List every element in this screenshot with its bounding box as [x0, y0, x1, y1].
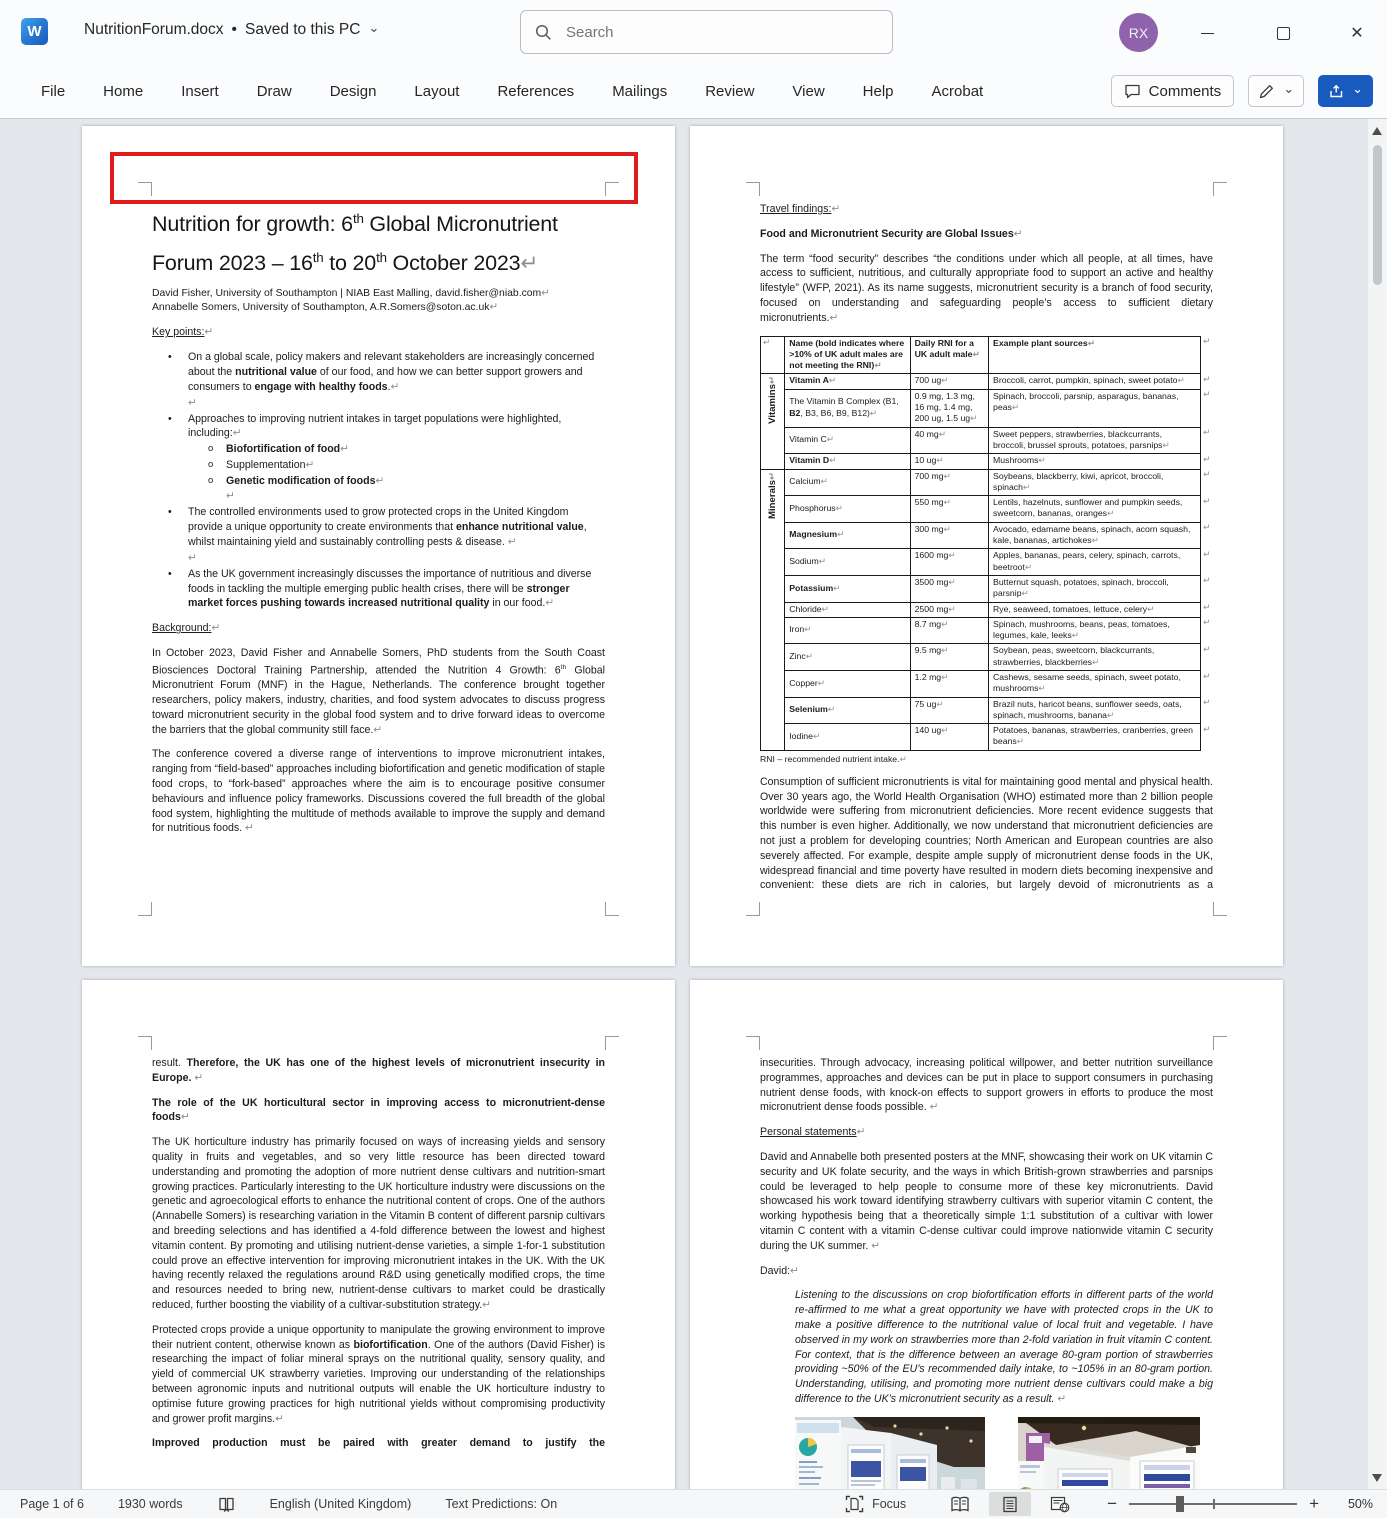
scroll-down-arrow[interactable] [1372, 1474, 1382, 1482]
scrollbar-thumb[interactable] [1373, 145, 1382, 285]
zoom-slider[interactable] [1129, 1496, 1297, 1512]
section-heading: The role of the UK horticultural sector in improving access to micronutrient-dense foods↵ [152, 1096, 605, 1124]
sub-list-item: o Genetic modification of foods↵ [208, 474, 385, 487]
table-row: Chloride↵ 2500 mg↵ Rye, seaweed, tomatoes, lettuce, celery↵ ↵ [761, 602, 1213, 617]
search-icon [535, 24, 552, 41]
text-predictions-indicator[interactable]: Text Predictions: On [445, 1497, 558, 1511]
document-title: Nutrition for growth: 6th Global Micronutrient Forum 2023 – 16th to 20th October 2023↵ [152, 211, 558, 276]
focus-mode-button[interactable]: Focus [832, 1492, 919, 1516]
margin-crop-mark [746, 902, 760, 916]
paragraph: David and Annabelle both presented posters at the MNF, showcasing their work on UK vitamin C security and UK folate security, and the ways in which British-grown strawberries and parsnips could be leveraged to help people to consume more of these key micronutrients. David showcased his work toward identifying strawberry cultivars with superior vitamin C content, the working hypothesis being that a theoretically simple 1:1 substitution of a cultivar with lower vitamin C content with a vitamin C-dense cultivar could improve nationwide vitamin C security during the UK summer. ↵ [760, 1150, 1213, 1252]
nutrient-table: ↵ Name (bold indicates where >10% of UK adult males are not meeting the RNI)↵ Daily RNI for a UK adult male↵ Example plant sources↵ ↵ Vitamins↵ Vitamin A↵ 700 ug↵ Broccoli, carrot, pumpkin, spinach, sweet potato↵ ↵ The Vitamin B Complex (B1, B2, B3, B6, B9, B12)↵ 0.9 mg, 1.3 mg, 16 mg, 1.4 mg, 200 ug, 1.5 ug↵ Spinach, broccoli, parsnip, asparagus, bananas, peas↵ ↵ Vitamin C↵ 40 mg↵ Sweet peppers, strawberries, blackcurrants, broccoli, brussel sprouts, potatoes, parsnips↵ ↵ Vitamin D↵ 10 ug↵ Mushrooms↵ ↵ Minerals↵ Calcium↵ 700 mg↵ Soybeans, blackberry, kiwi, apricot, broccoli, spinach↵ ↵ Phosphorus↵ 550 mg↵ Lentils, hazelnuts, sunflower and pumpkin seeds, sweetcorn, bananas, oranges↵ ↵ Magnesium↵ 300 mg↵ Avocado, edamame beans, spinach, acorn squash, kale, bananas, artichokes↵ ↵ Sodium↵ 1600 mg↵ Apples, bananas, pears, celery, spinach, carrots, beetroot↵ ↵ Potassium↵ 3500 mg↵ Butternut squash, potatoes, spinach, broccoli, parsnip↵ ↵ Chloride↵ 2500 mg↵ Rye, seaweed, tomatoes, lettuce, celery↵ ↵ Iron↵ 8.7 mg↵ Spinach, mushrooms, beans, peas, tomatoes, legumes, kale, leeks↵ ↵ Zinc↵ 9.5 mg↵ Soybean, peas, sweetcorn, blackcurrants, strawberries, blackberries↵ ↵ Copper↵ 1.2 mg↵ Cashews, sesame seeds, spinach, sweet potato, mushrooms↵ ↵ Selenium↵ 75 ug↵ Brazil nuts, haricot beans, sunflower seeds, oats, spinach, mushrooms, banana↵ ↵ Iodine↵ 140 ug↵ Potatoes, bananas, strawberries, cranberries, green beans↵ ↵ [760, 336, 1213, 751]
table-row: Minerals↵ Calcium↵ 700 mg↵ Soybeans, blackberry, kiwi, apricot, broccoli, spinach↵ ↵ [761, 469, 1213, 496]
page-indicator[interactable]: Page 1 of 6 [20, 1497, 84, 1511]
conference-photo-1 [795, 1417, 985, 1490]
save-status-button[interactable]: Saved to this PC ⌄ [244, 20, 380, 38]
table-row: Iodine↵ 140 ug↵ Potatoes, bananas, strawberries, cranberries, green beans↵ ↵ [761, 724, 1213, 751]
empty-paragraph-mark: ↵ [188, 551, 197, 564]
proofing-book-icon [217, 1496, 236, 1513]
sub-list-item: o Biofortification of food↵ [208, 443, 350, 456]
scroll-up-arrow[interactable] [1372, 127, 1382, 135]
word-app-icon[interactable]: W [21, 18, 48, 45]
paragraph: result. Therefore, the UK has one of the highest levels of micronutrient insecurity in Europe. ↵ [152, 1057, 606, 1084]
zoom-slider-thumb[interactable] [1176, 1496, 1184, 1512]
document-canvas [0, 119, 1387, 1490]
paragraph: The conference covered a diverse range of interventions to improve micronutrient intakes, ranging from “field-based” approaches including biofortification and genetic modification of staple food crops, to “fork-based” approaches where the aim is to encourage positive consumer behaviours and influence policy frameworks. Discussions covered the full breadth of the global food system, highlighting the multitude of methods available to improve the supply and demand for nutritious foods. ↵ [152, 748, 605, 835]
tab-home[interactable]: Home [103, 82, 144, 100]
tab-layout[interactable]: Layout [414, 82, 460, 100]
personal-statements-heading: Personal statements↵ [760, 1126, 866, 1139]
proofing-status[interactable] [217, 1496, 236, 1513]
margin-crop-mark [138, 902, 152, 916]
document-page-1[interactable] [82, 126, 675, 966]
comments-button[interactable]: Comments [1111, 75, 1235, 107]
table-row: The Vitamin B Complex (B1, B2, B3, B6, B9, B12)↵ 0.9 mg, 1.3 mg, 16 mg, 1.4 mg, 200 ug, 1.5 ug↵ Spinach, broccoli, parsnip, asparagus, bananas, peas↵ ↵ [761, 389, 1213, 427]
document-filename: NutritionForum.docx [84, 21, 224, 38]
table-row: Magnesium↵ 300 mg↵ Avocado, edamame beans, spinach, acorn squash, kale, bananas, artichokes↵ ↵ [761, 522, 1213, 549]
margin-crop-mark [746, 182, 760, 196]
maximize-button[interactable] [1260, 18, 1306, 48]
vertical-scrollbar[interactable] [1368, 119, 1387, 1490]
table-row: Sodium↵ 1600 mg↵ Apples, bananas, pears, celery, spinach, carrots, beetroot↵ ↵ [761, 549, 1213, 576]
zoom-in-button[interactable]: + [1309, 1494, 1319, 1513]
web-layout-icon [1050, 1496, 1070, 1513]
title-bar [0, 0, 1387, 64]
paragraph: The UK horticulture industry has primarily focused on ways of increasing yields and sensory quality in fruits and vegetables, and so very little resource has been directed toward understanding and promoting the adoption of more nutrient dense cultivars and nutrition-smart growing practices. Particularly interesting to the UK horticulture industry were discussions on the genetic and agroecological efforts to enhance the nutritional content of crops. One of the authors (Annabelle Somers) is researching variation in the Vitamin B content of different parsnip cultivars and breeding selections and has identified a 4-fold difference between the lowest and highest vitamin content. By promoting and utilising nutrient-dense varieties, a simple 1-for-1 substitution could prove an effective intervention for improving micronutrient intakes in the UK. With the UK having recently relaxed the regulations around R&D using genetically modified crops, the time and resources needed to bring new, nutrient-dense cultivars to market could be drastically reduced, further boosting the viability of a cultivar-substitution strategy.↵ [152, 1136, 605, 1311]
title-separator-dot: • [231, 21, 237, 38]
close-button[interactable]: ✕ [1350, 25, 1364, 42]
background-heading: Background:↵ [152, 622, 221, 635]
tab-references[interactable]: References [497, 82, 575, 100]
focus-icon [845, 1495, 864, 1513]
tab-insert[interactable]: Insert [181, 82, 219, 100]
author-line: David Fisher, University of Southampton | NIAB East Malling, david.fisher@niab.com↵ [152, 288, 550, 300]
tab-design[interactable]: Design [329, 82, 377, 100]
tab-file[interactable]: File [41, 82, 66, 100]
print-layout-icon [1002, 1496, 1018, 1513]
tab-mailings[interactable]: Mailings [612, 82, 668, 100]
editing-mode-button[interactable] [1248, 75, 1304, 107]
table-row: Zinc↵ 9.5 mg↵ Soybean, peas, sweetcorn, blackcurrants, strawberries, blackberries↵ ↵ [761, 644, 1213, 671]
travel-findings-heading: Travel findings:↵ [760, 203, 841, 215]
list-item: • The controlled environments used to grow protected crops in the United Kingdom provide a unique opportunity to create environments that enhance nutritional value, whilst maintaining yield and sustainably controlling pests & disease. ↵ [168, 506, 587, 549]
account-avatar[interactable]: RX [1119, 13, 1158, 52]
list-item: • As the UK government increasingly discusses the importance of nutritious and diverse foods in tackling the multiple emerging public health crises, there will be stronger market forces pushing towards increased nutritional quality in our food.↵ [168, 567, 592, 610]
margin-crop-mark [1213, 902, 1227, 916]
table-row: Selenium↵ 75 ug↵ Brazil nuts, haricot beans, sunflower seeds, oats, spinach, mushrooms, banana↵ ↵ [761, 697, 1213, 724]
list-item: • On a global scale, policy makers and relevant stakeholders are increasingly concerned about the nutritional value of our food, and how we can better support growers and consumers to engage with healthy foods.↵ [168, 351, 595, 393]
annotation-rectangle [110, 152, 638, 204]
chevron-down-icon: ⌄ [368, 20, 380, 35]
tab-review[interactable]: Review [705, 82, 755, 100]
table-row: Iron↵ 8.7 mg↵ Spinach, mushrooms, beans, peas, tomatoes, legumes, kale, leeks↵ ↵ [761, 617, 1213, 644]
table-row: Vitamin D↵ 10 ug↵ Mushrooms↵ ↵ [761, 454, 1213, 469]
search-input[interactable] [564, 23, 848, 42]
tab-draw[interactable]: Draw [256, 82, 292, 100]
paragraph: insecurities. Through advocacy, increasing political willpower, and better nutrition surveillance programmes, approaches and devices can be put in place to support consumers in purchasing nutrient dense foods, with knock-on effects to support growers in efforts to produce the most micronutrient dense foods possible. ↵ [760, 1057, 1213, 1114]
tab-help[interactable]: Help [862, 82, 894, 100]
sub-list-item: o Supplementation↵ [208, 458, 315, 471]
read-mode-icon [950, 1496, 970, 1513]
quote-paragraph: Listening to the discussions on crop biofortification efforts in different parts of the world re-affirmed to me what a great opportunity we have with protected crops in the UK to make a positive difference to the nutritional value of local fruit and vegetable. I have observed in my work on strawberries more than 2-fold variation in fruit vitamin C content. For context, that is the difference between an average 80-gram portion of strawberries providing ~50% of the EU’s recommended daily intake, to ~105% in an 80-gram portion. Understanding, utilising, and promoting more nutrient dense cultivars could make a big difference to the UK’s micronutrient security as a result. ↵ [795, 1289, 1213, 1405]
section-heading: Food and Micronutrient Security are Global Issues↵ [760, 227, 1023, 240]
zoom-out-button[interactable]: − [1107, 1494, 1118, 1513]
margin-crop-mark [605, 902, 619, 916]
document-page-3[interactable] [82, 980, 675, 1490]
word-count[interactable]: 1930 words [117, 1497, 183, 1511]
author-line: Annabelle Somers, University of Southampton, A.R.Somers@soton.ac.uk↵ [152, 302, 499, 314]
ribbon-tab-bar [0, 64, 1387, 119]
table-row: Copper↵ 1.2 mg↵ Cashews, sesame seeds, spinach, sweet potato, mushrooms↵ ↵ [761, 671, 1213, 698]
paragraph: David:↵ [760, 1264, 799, 1277]
list-item: • Approaches to improving nutrient intakes in target populations were highlighted, including:↵ [168, 412, 562, 440]
paragraph: The term “food security” describes “the conditions under which all people, at all times, have access to sufficient, nutritious, and culturally appropriate food to support an active and healthy lifestyle” (WFP, 2021). As its name suggests, micronutrient security is a branch of food security, focused on understanding and safeguarding people’s access to sufficient dietary micronutrients.↵ [760, 252, 1213, 324]
comment-icon [1124, 83, 1141, 99]
table-row: Phosphorus↵ 550 mg↵ Lentils, hazelnuts, sunflower and pumpkin seeds, sweetcorn, bananas, oranges↵ ↵ [761, 496, 1213, 523]
read-mode-button[interactable] [937, 1492, 983, 1516]
share-button[interactable] [1318, 75, 1373, 107]
margin-crop-mark [1213, 182, 1227, 196]
web-layout-button[interactable] [1037, 1492, 1083, 1516]
zoom-percentage[interactable]: 50% [1347, 1497, 1373, 1511]
table-row: Vitamins↵ Vitamin A↵ 700 ug↵ Broccoli, carrot, pumpkin, spinach, sweet potato↵ ↵ [761, 374, 1213, 389]
document-page-2[interactable] [690, 126, 1283, 966]
key-points-heading: Key points:↵ [152, 326, 214, 339]
paragraph: Protected crops provide a unique opportunity to manipulate the growing environment to improve their nutrient content, otherwise known as biofortification. One of the authors (David Fisher) is researching the impact of foliar mineral sprays on the nutritional quality, sensory quality, and yield of commercial UK strawberry varieties. Improving our understanding of the relationships between agronomic inputs and nutritional outputs will enable the UK horticulture industry to optimise future growing practices for high nutritional yields without compromising productivity and grower profit margins.↵ [152, 1323, 605, 1425]
pencil-icon [1258, 83, 1275, 100]
table-row: Potassium↵ 3500 mg↵ Butternut squash, potatoes, spinach, broccoli, parsnip↵ ↵ [761, 575, 1213, 602]
document-page-4[interactable] [690, 980, 1283, 1490]
minimize-button[interactable] [1184, 18, 1230, 48]
empty-paragraph-mark: ↵ [226, 490, 235, 503]
margin-crop-mark [746, 1036, 760, 1050]
paragraph: In October 2023, David Fisher and Annabelle Somers, PhD students from the South Coast Biosciences Doctoral Training Partnership, attended the Nutrition 4 Growth: 6th Global Micronutrient Forum (MNF) in the Hague, Netherlands. The conference brought together researchers, policy makers, industry, charities, and food system advocates to discuss progress toward micronutrient security in the global food system and to drive forward ideas to overcome the barriers that the global community still face.↵ [152, 647, 605, 736]
margin-crop-mark [605, 1036, 619, 1050]
table-row: Vitamin C↵ 40 mg↵ Sweet peppers, strawberries, blackcurrants, broccoli, brussel sprouts, potatoes, parsnips↵ ↵ [761, 427, 1213, 454]
margin-crop-mark [1213, 1036, 1227, 1050]
margin-crop-mark [138, 1036, 152, 1050]
ribbon-tabs [22, 64, 1002, 118]
status-bar [0, 1489, 1387, 1518]
tab-view[interactable]: View [792, 82, 825, 100]
language-indicator[interactable]: English (United Kingdom) [269, 1497, 412, 1511]
share-icon [1328, 83, 1346, 99]
search-bar[interactable] [520, 10, 893, 54]
chevron-down-icon: ⌄ [1283, 81, 1295, 96]
table-footnote: RNI – recommended nutrient intake.↵ [760, 753, 907, 764]
conference-photo-2 [1018, 1417, 1200, 1490]
paragraph: Improved production must be paired with greater demand to justify the [152, 1437, 605, 1450]
paragraph: Consumption of sufficient micronutrients is vital for maintaining good mental and physical health. Over 30 years ago, the World Health Organisation (WHO) estimated more than 2 billion people worldwide were suffering from micronutrient deficiencies. More recent evidence suggests that this number is even higher. Additionally, we now understand that micronutrient deficiencies are not just a problem for developing countries; North American and European countries are also severely affected. For example, despite ample supply of micronutrient dense foods in the UK, widespread financial and time poverty have resulted in modern diets becoming inexpensive and convenient: these diets are rich in calories, but largely devoid of micronutrients as a [760, 775, 1213, 892]
tab-acrobat[interactable]: Acrobat [931, 82, 984, 100]
print-layout-button[interactable] [989, 1492, 1031, 1516]
empty-paragraph-mark: ↵ [188, 396, 197, 409]
chevron-down-icon: ⌄ [1352, 81, 1363, 96]
